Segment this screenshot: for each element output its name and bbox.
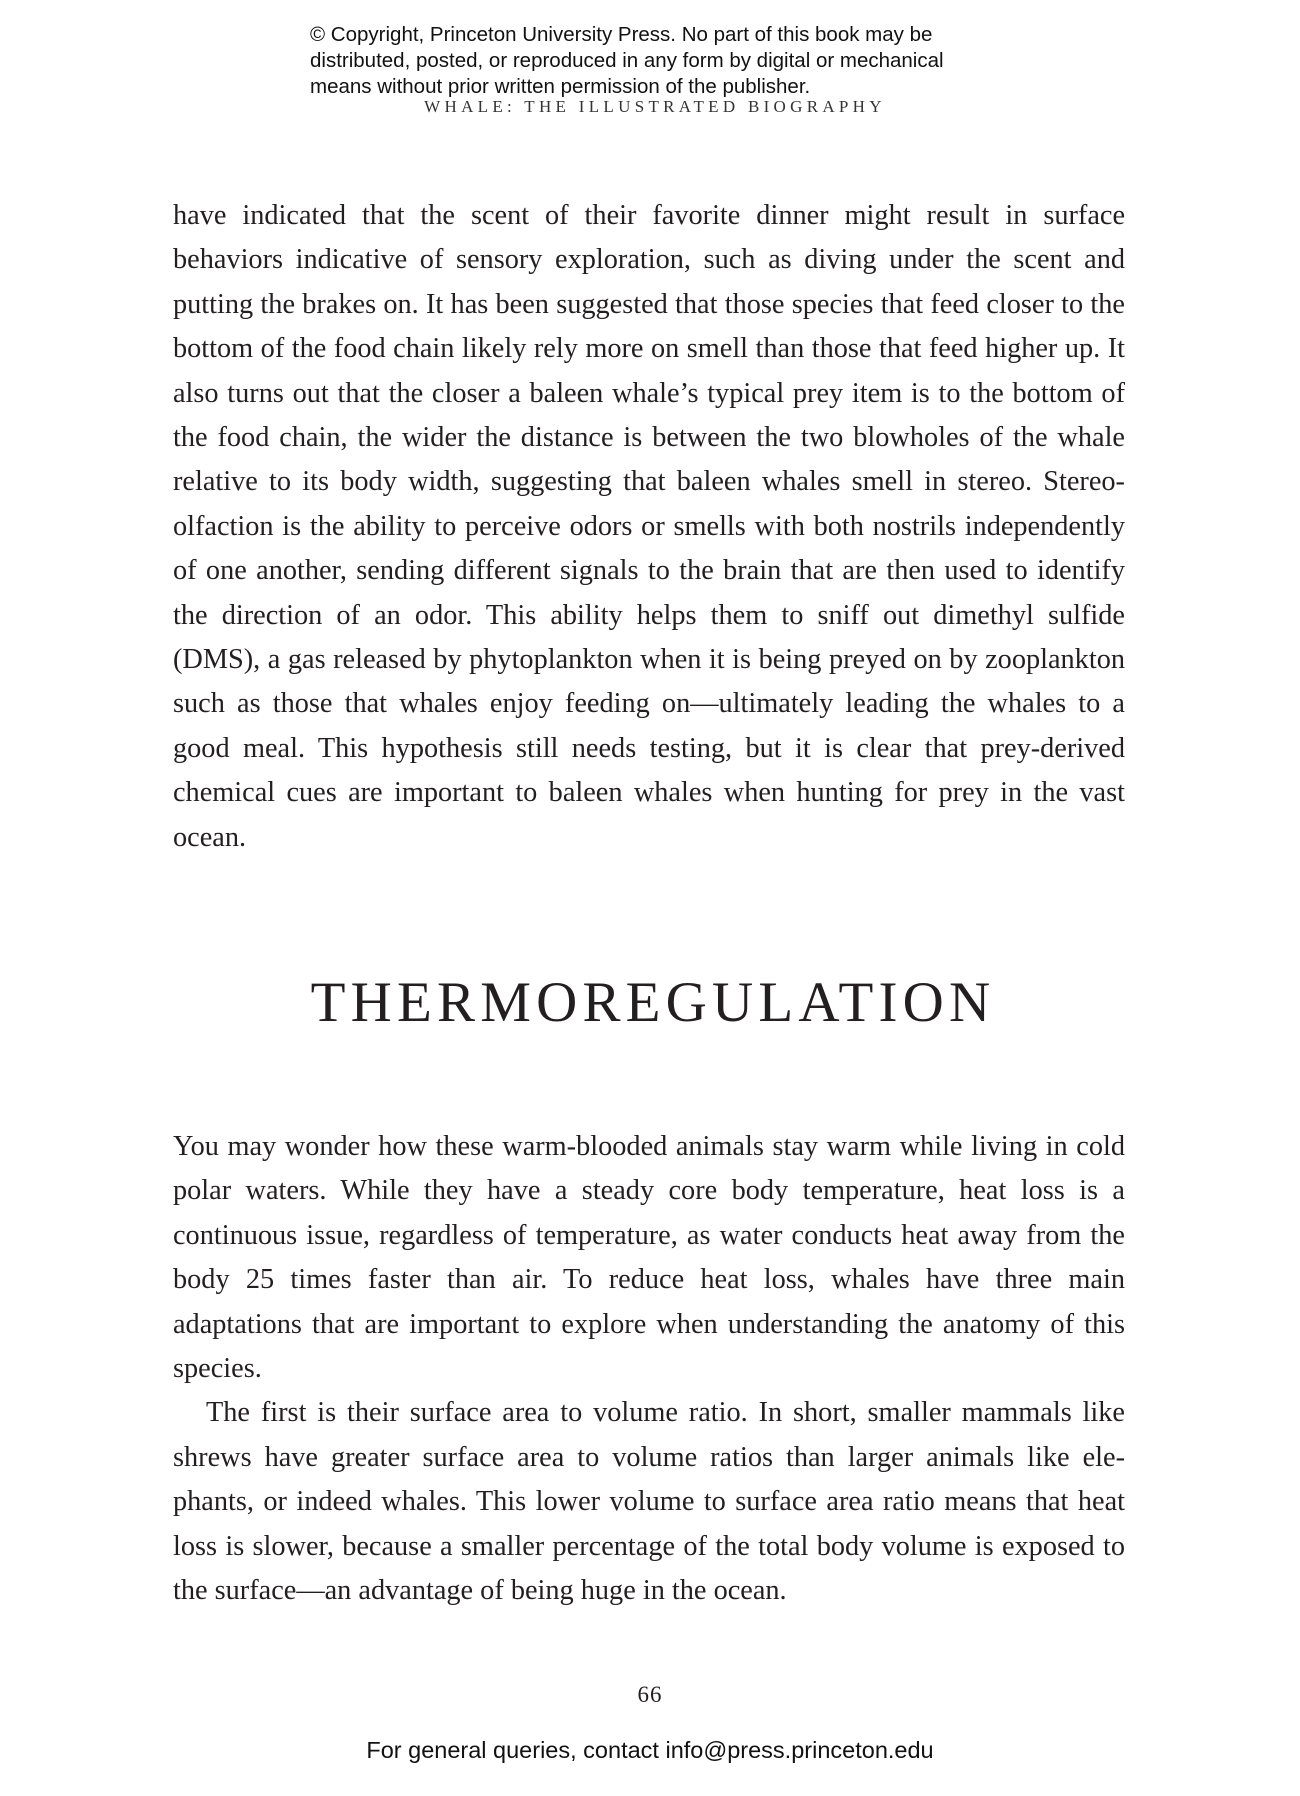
copyright-line: means without prior written permission of the publisher. xyxy=(310,75,811,98)
copyright-line: © Copyright, Princeton University Press. No part of this book may be xyxy=(310,23,933,46)
section-heading: THERMOREGULATION xyxy=(310,971,996,1034)
body-paragraph: You may wonder how these warm-blooded animals stay warm while living in cold polar waters. While they have a steady core body temperature, heat loss is a continuous issue, regardless of temperature, as water conducts heat away from the body 25 times faster than air. To reduce heat loss, whales have three main adaptations that are important to explore when understanding the anatomy of this species. xyxy=(173,1131,1125,1385)
page-number: 66 xyxy=(637,1682,663,1707)
contact-footer: For general queries, contact info@press.princeton.edu xyxy=(366,1737,934,1763)
body-paragraph: The first is their surface area to volume ratio. In short, smaller mammals like shrews have greater surface area to volume ratios than larger animals like elephants, or indeed whales. This lower volume to surface area ratio means that heat loss is slower, because a smaller percentage of the total body volume is exposed to the surface—an advantage of being huge in the ocean. xyxy=(173,1397,1125,1607)
copyright-notice xyxy=(310,22,1030,100)
section-text-block xyxy=(173,1125,1125,1613)
body-paragraph: have indicated that the scent of their favorite dinner might result in surface behaviors indicative of sensory exploration, such as diving under the scent and putting the brakes on. It has been suggested that those species that feed closer to the bottom of the food chain likely rely more on smell than those that feed higher up. It also turns out that the closer a baleen whale’s typical prey item is to the bottom of the food chain, the wider the distance is between the two blowholes of the whale relative to its body width, suggesting that baleen whales smell in stereo. Stereo-olfaction is the ability to perceive odors or smells with both nostrils independently of one another, sending different signals to the brain that are then used to identify the direction of an odor. This ability helps them to sniff out dimethyl sulfide (DMS), a gas released by phytoplankton when it is being preyed on by zooplankton such as those that whales enjoy feeding on—ultimately leading the whales to a good meal. This hypothesis still needs testing, but it is clear that prey-derived chemical cues are important to baleen whales when hunting for prey in the vast ocean. xyxy=(173,200,1125,853)
copyright-line: distributed, posted, or reproduced in any form by digital or mechanical xyxy=(310,49,944,72)
opening-text-block xyxy=(173,194,1125,860)
running-head: WHALE: THE ILLUSTRATED BIOGRAPHY xyxy=(424,97,886,116)
